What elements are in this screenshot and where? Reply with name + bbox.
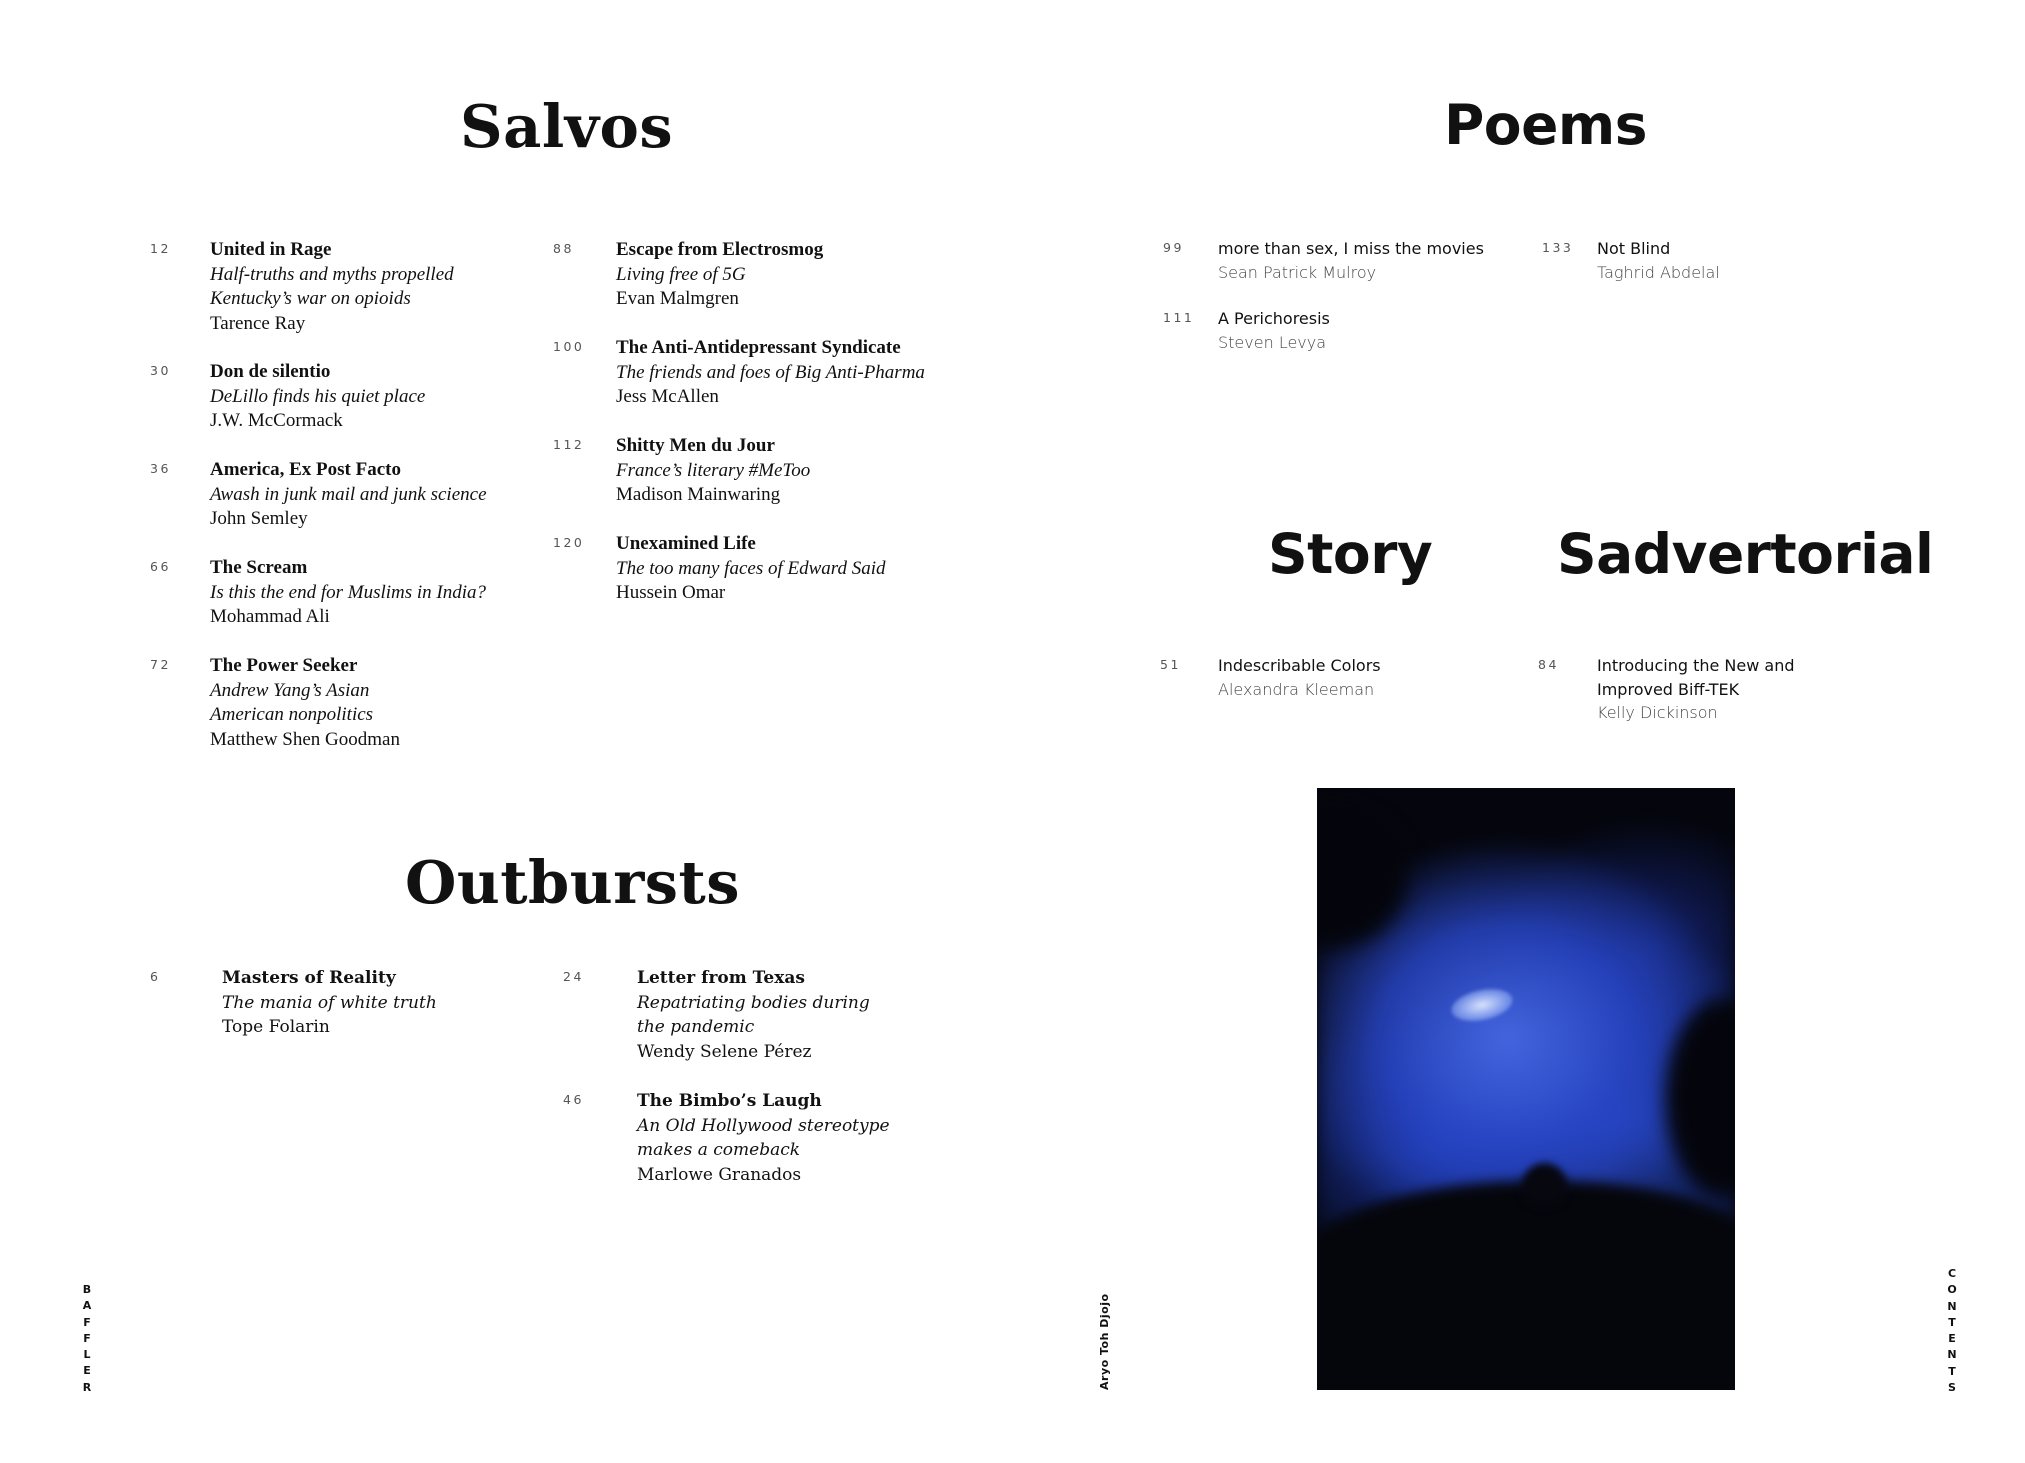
margin-letter: F: [83, 1331, 91, 1345]
ufo-night-photo: [1317, 788, 1735, 1390]
toc-entry[interactable]: [150, 238, 540, 333]
article-title[interactable]: Letter from Texas: [637, 968, 805, 988]
margin-letter: N: [1947, 1299, 1957, 1313]
margin-letter: F: [83, 1315, 91, 1329]
article-title[interactable]: Escape from Electrosmog: [616, 239, 824, 260]
article-author: Tope Folarin: [222, 1017, 330, 1037]
toc-entry[interactable]: [1163, 237, 1493, 287]
margin-letter: C: [1947, 1267, 1957, 1280]
article-author: Evan Malmgren: [616, 288, 739, 309]
salvos-heading: Salvos: [460, 92, 674, 161]
page-number: 99: [1163, 240, 1184, 255]
sadvertorial-author: Kelly Dickinson: [1597, 703, 1718, 722]
toc-entry[interactable]: [563, 966, 943, 1064]
margin-letter: R: [82, 1380, 92, 1394]
margin-letter: B: [82, 1283, 92, 1296]
article-author: John Semley: [210, 508, 308, 529]
page-number: 88: [553, 241, 574, 256]
poems-heading: Poems: [1444, 93, 1647, 157]
article-title[interactable]: The Scream: [210, 557, 308, 578]
sadvertorial-column: [1538, 654, 1808, 729]
toc-entry[interactable]: [563, 1089, 943, 1187]
poems-right-column: [1542, 237, 1762, 287]
article-title[interactable]: The Bimbo’s Laugh: [637, 1091, 822, 1111]
article-subtitle: The friends and foes of Big Anti-Pharma: [616, 361, 925, 383]
article-title[interactable]: Shitty Men du Jour: [616, 435, 775, 456]
article-subtitle: Repatriating bodies during: [637, 992, 870, 1013]
page-number: 111: [1163, 310, 1195, 325]
poem-title[interactable]: more than sex, I miss the movies: [1218, 239, 1484, 258]
article-title[interactable]: Masters of Reality: [222, 968, 396, 988]
story-title[interactable]: Indescribable Colors: [1218, 656, 1381, 675]
sadvertorial-title[interactable]: Improved Biff-TEK: [1597, 679, 1740, 699]
page-number: 112: [553, 437, 585, 452]
article-title[interactable]: Unexamined Life: [616, 533, 756, 554]
page-number: 66: [150, 559, 171, 574]
page-number: 84: [1538, 657, 1559, 672]
article-subtitle: Is this the end for Muslims in India?: [210, 581, 487, 603]
article-subtitle: The mania of white truth: [222, 992, 437, 1013]
baffler-vertical-label: [80, 1282, 94, 1396]
salvos-left-column: [150, 238, 540, 758]
outbursts-left-column: [150, 966, 490, 1056]
article-author: Wendy Selene Pérez: [637, 1041, 812, 1062]
article-author: J.W. McCormack: [210, 410, 343, 431]
toc-entry[interactable]: [1160, 654, 1420, 704]
page-number: 30: [150, 363, 171, 378]
article-subtitle: Living free of 5G: [616, 263, 746, 285]
sadvertorial-title[interactable]: Introducing the New and: [1597, 656, 1795, 675]
article-title[interactable]: The Anti-Antidepressant Syndicate: [616, 337, 901, 358]
margin-letter: E: [1948, 1332, 1956, 1346]
poem-title[interactable]: A Perichoresis: [1218, 309, 1330, 328]
article-author: Jess McAllen: [616, 386, 719, 407]
article-subtitle: An Old Hollywood stereotype: [637, 1115, 890, 1136]
page-number: 100: [553, 339, 585, 354]
poem-author: Taghrid Abdelal: [1597, 262, 1720, 282]
story-heading: Story: [1268, 522, 1433, 586]
page-number: 46: [563, 1092, 584, 1107]
article-title[interactable]: The Power Seeker: [210, 655, 358, 676]
toc-entry[interactable]: [150, 556, 540, 631]
article-subtitle: Half-truths and myths propelled: [210, 263, 454, 285]
outbursts-right-column: [563, 966, 943, 1186]
toc-entry[interactable]: [150, 360, 540, 435]
toc-entry[interactable]: [1542, 237, 1762, 287]
article-author: Tarence Ray: [210, 312, 306, 334]
margin-letter: O: [1947, 1283, 1957, 1297]
page-number: 6: [150, 969, 161, 984]
poem-author: Steven Levya: [1218, 332, 1327, 352]
margin-letter: A: [82, 1299, 92, 1313]
article-subtitle: Awash in junk mail and junk science: [210, 483, 487, 505]
page-number: 36: [150, 461, 171, 476]
article-author: Matthew Shen Goodman: [210, 728, 400, 750]
poems-left-column: [1163, 237, 1493, 357]
page-number: 51: [1160, 657, 1181, 672]
page-number: 72: [150, 657, 171, 672]
photo-bush-silhouette: [1522, 1163, 1567, 1208]
article-subtitle: Kentucky’s war on opioids: [210, 288, 411, 309]
story-author: Alexandra Kleeman: [1218, 679, 1375, 699]
salvos-right-column: [553, 238, 973, 618]
article-author: Mohammad Ali: [210, 606, 330, 627]
article-subtitle: Andrew Yang’s Asian: [210, 679, 370, 701]
photo-credit: Aryo Toh Djojo: [1098, 1293, 1111, 1390]
margin-letter: L: [83, 1348, 91, 1362]
toc-entry[interactable]: [150, 966, 490, 1041]
toc-entry[interactable]: [553, 336, 973, 411]
toc-entry[interactable]: [1163, 307, 1493, 357]
article-subtitle: The too many faces of Edward Said: [616, 557, 886, 579]
article-author: Marlowe Granados: [637, 1164, 802, 1185]
article-subtitle: makes a comeback: [637, 1140, 801, 1160]
article-subtitle: DeLillo finds his quiet place: [210, 385, 426, 407]
article-title[interactable]: United in Rage: [210, 239, 332, 260]
page-number: 133: [1542, 240, 1574, 255]
article-subtitle: France’s literary #MeToo: [616, 459, 811, 481]
toc-entry[interactable]: [150, 458, 540, 533]
article-author: Hussein Omar: [616, 582, 726, 603]
margin-letter: S: [1948, 1381, 1956, 1395]
poem-title[interactable]: Not Blind: [1597, 239, 1671, 258]
article-subtitle: the pandemic: [637, 1017, 755, 1037]
page-number: 24: [563, 969, 584, 984]
toc-entry[interactable]: [1538, 654, 1808, 729]
poem-author: Sean Patrick Mulroy: [1218, 262, 1377, 282]
article-title[interactable]: Don de silentio: [210, 361, 331, 382]
page-number: 120: [553, 535, 585, 550]
article-subtitle: American nonpolitics: [210, 704, 374, 725]
contents-vertical-label: [1945, 1266, 1959, 1396]
margin-letter: T: [1948, 1315, 1956, 1329]
margin-letter: E: [83, 1364, 91, 1378]
toc-entry[interactable]: [553, 434, 973, 509]
article-author: Madison Mainwaring: [616, 484, 781, 505]
article-title[interactable]: America, Ex Post Facto: [210, 459, 401, 480]
toc-entry[interactable]: [553, 238, 973, 313]
toc-entry[interactable]: [150, 654, 540, 752]
outbursts-heading: Outbursts: [405, 848, 740, 917]
toc-entry[interactable]: [553, 532, 973, 607]
story-column: [1160, 654, 1420, 704]
sadvertorial-heading: Sadvertorial: [1557, 522, 1934, 586]
page-number: 12: [150, 241, 171, 256]
margin-letter: T: [1948, 1364, 1956, 1378]
margin-letter: N: [1947, 1348, 1957, 1362]
